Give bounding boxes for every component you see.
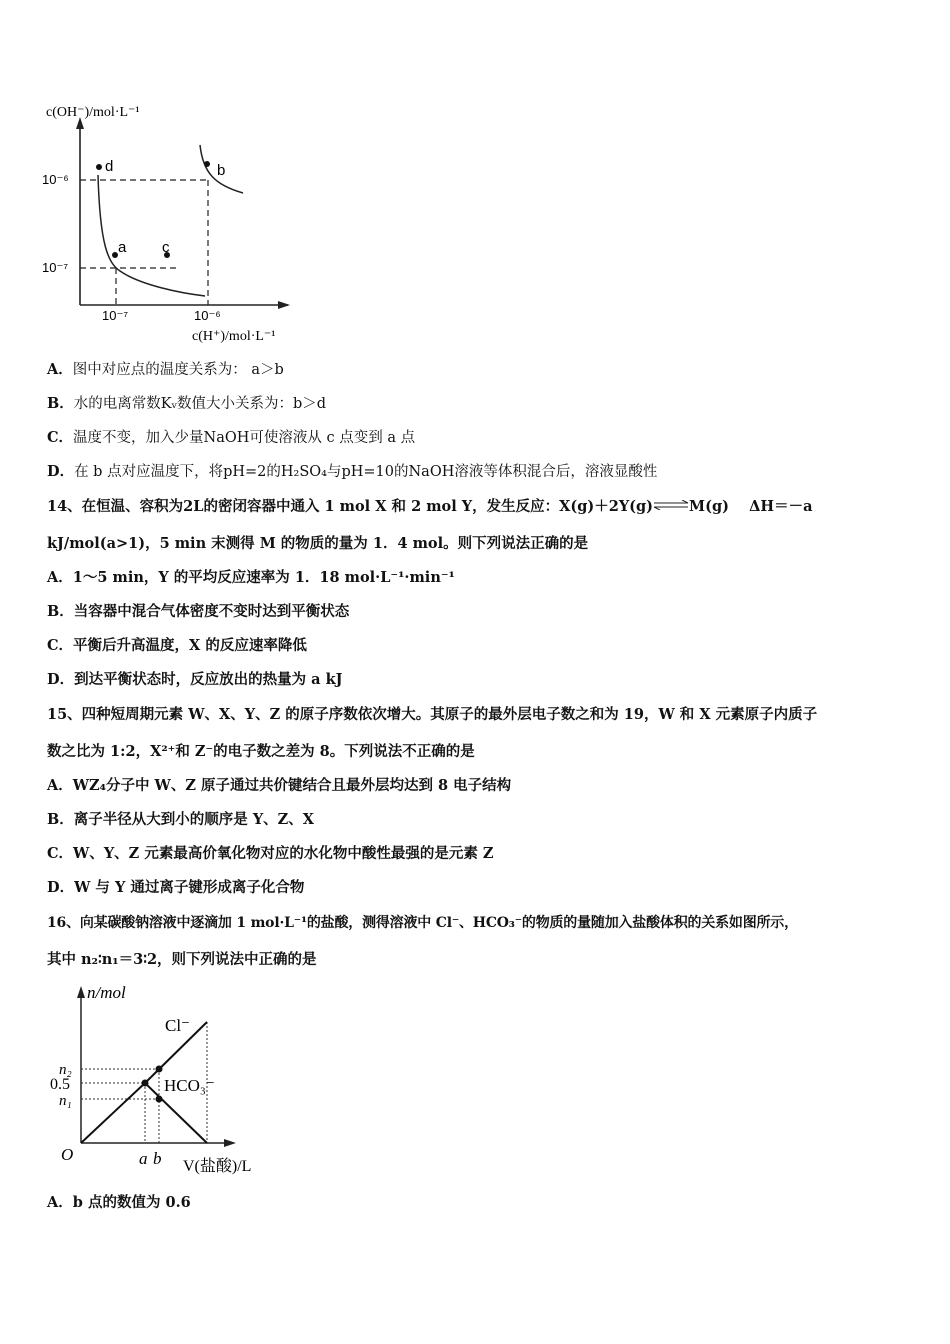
option-label: A． [47, 361, 73, 378]
option-label: B． [47, 603, 74, 620]
x-tick-a: a [139, 1149, 148, 1168]
option-label: D． [47, 463, 75, 480]
option-label: D． [47, 671, 75, 688]
q15-stem-text-2: 数之比为 1:2，X²⁺和 Z⁻的电子数之差为 8。下列说法不正确的是 [47, 743, 475, 760]
q14-option-a [47, 568, 455, 588]
option-text: 温度不变，加入少量NaOH可使溶液从 c 点变到 a 点 [73, 430, 416, 446]
q13-option-b [47, 394, 326, 414]
option-text: 平衡后升高温度，X 的反应速率降低 [73, 637, 307, 654]
q16-stem-text: 16、向某碳酸钠溶液中逐滴加 1 mol·L⁻¹的盐酸，测得溶液中 Cl⁻、HCO₃⁻的物质的量随加入盐酸体积的关系如图所示， [47, 915, 798, 931]
point-intersection [142, 1080, 149, 1087]
point-label-a: a [118, 239, 127, 256]
q14-option-b [47, 602, 349, 622]
q15-stem-line1 [47, 705, 817, 725]
q14-stem-text: 14、在恒温、容积为2L的密闭容器中通入 1 mol X 和 2 mol Y，发生反应： [47, 498, 560, 515]
option-label: C． [47, 637, 74, 654]
q14-stem-line1 [47, 497, 813, 517]
option-label: B． [47, 395, 74, 412]
titration-figure [45, 978, 290, 1183]
x-axis-arrow [224, 1139, 236, 1147]
x-axis-arrow [278, 301, 290, 309]
option-text: 图中对应点的温度关系为： a＞b [72, 362, 284, 378]
q15-option-b [47, 810, 314, 830]
option-label: A． [47, 1194, 73, 1211]
option-text: 1～5 min，Y 的平均反应速率为 1．18 mol·L⁻¹·min⁻¹ [72, 569, 455, 586]
y-tick-n1: n₁ [59, 1093, 72, 1109]
y-tick-1e-6: 10⁻⁶ [42, 172, 69, 187]
q14-reaction-right: M(g) [689, 498, 729, 515]
y-tick-05: 0.5 [50, 1076, 70, 1093]
option-text: 到达平衡状态时，反应放出的热量为 a kJ [74, 671, 343, 688]
q16-option-a [47, 1193, 191, 1213]
q14-stem-line2 [47, 534, 588, 554]
point-label-c: c [162, 239, 170, 256]
q13-option-d [47, 462, 657, 482]
y-axis-arrow [77, 986, 85, 998]
option-text: 在 b 点对应温度下，将pH=2的H₂SO₄与pH=10的NaOH溶液等体积混合后，溶液显酸性 [74, 464, 658, 480]
water-ionization-figure [40, 95, 310, 350]
q15-option-d [47, 878, 304, 898]
x-tick-1e-7: 10⁻⁷ [102, 308, 129, 323]
option-text: WZ₄分子中 W、Z 原子通过共价键结合且最外层均达到 8 电子结构 [72, 777, 512, 794]
point-label-d: d [105, 158, 114, 175]
q14-option-c [47, 636, 307, 656]
point-b [204, 161, 210, 167]
option-text: 当容器中混合气体密度不变时达到平衡状态 [73, 603, 350, 620]
x-axis-label: V(盐酸)/L [183, 1158, 252, 1175]
y-tick-1e-7: 10⁻⁷ [42, 260, 69, 275]
x-tick-1e-6: 10⁻⁶ [194, 308, 221, 323]
q15-stem-text: 15、四种短周期元素 W、X、Y、Z 的原子序数依次增大。其原子的最外层电子数之和为 19，W 和 X 元素原子内质子 [47, 706, 818, 723]
q16-stem-text-2: 其中 n₂∶n₁＝3∶2，则下列说法中正确的是 [47, 951, 317, 968]
option-label: A． [47, 569, 73, 586]
option-text: b 点的数值为 0.6 [72, 1194, 191, 1211]
x-axis-label: c(H⁺)/mol·L⁻¹ [192, 329, 276, 344]
point-cl-b [156, 1066, 163, 1073]
y-axis-label: n/mol [87, 983, 126, 1002]
option-text: W 与 Y 通过离子键形成离子化合物 [74, 879, 305, 896]
q14-delta-h: ΔH＝－a [749, 498, 813, 515]
isotherm-low [98, 175, 205, 296]
point-hco3-b [156, 1096, 163, 1103]
q15-stem-line2 [47, 742, 475, 762]
q15-option-a [47, 776, 511, 796]
q15-option-c [47, 844, 493, 864]
q13-option-a [47, 360, 284, 380]
point-d [96, 164, 102, 170]
y-axis-label: c(OH⁻)/mol·L⁻¹ [46, 105, 140, 120]
q13-option-c [47, 428, 415, 448]
y-tick-n2: n₂ [59, 1062, 72, 1078]
option-label: D． [47, 879, 75, 896]
equilibrium-arrow-icon [653, 500, 689, 510]
point-label-b: b [217, 162, 226, 179]
q16-stem-line2 [47, 950, 317, 970]
q14-option-d [47, 670, 342, 690]
q14-reaction-left: X(g)＋2Y(g) [559, 498, 654, 515]
option-label: C． [47, 845, 74, 862]
option-text: 水的电离常数Kᵥ数值大小关系为：b＞d [73, 396, 327, 412]
option-text: 离子半径从大到小的顺序是 Y、Z、X [73, 811, 314, 828]
series-label-hco3: HCO₃⁻ [164, 1076, 215, 1095]
option-label: B． [47, 811, 74, 828]
q16-stem-line1 [47, 913, 798, 933]
option-label: A． [47, 777, 73, 794]
x-tick-b: b [153, 1149, 162, 1168]
option-label: C． [47, 429, 74, 446]
q14-stem-text-2: kJ/mol(a>1)，5 min 末测得 M 的物质的量为 1．4 mol。则下列说法正确的是 [47, 535, 589, 552]
origin-label: O [61, 1145, 74, 1164]
series-label-cl: Cl⁻ [165, 1016, 191, 1035]
option-text: W、Y、Z 元素最高价氧化物对应的水化物中酸性最强的是元素 Z [73, 845, 494, 862]
